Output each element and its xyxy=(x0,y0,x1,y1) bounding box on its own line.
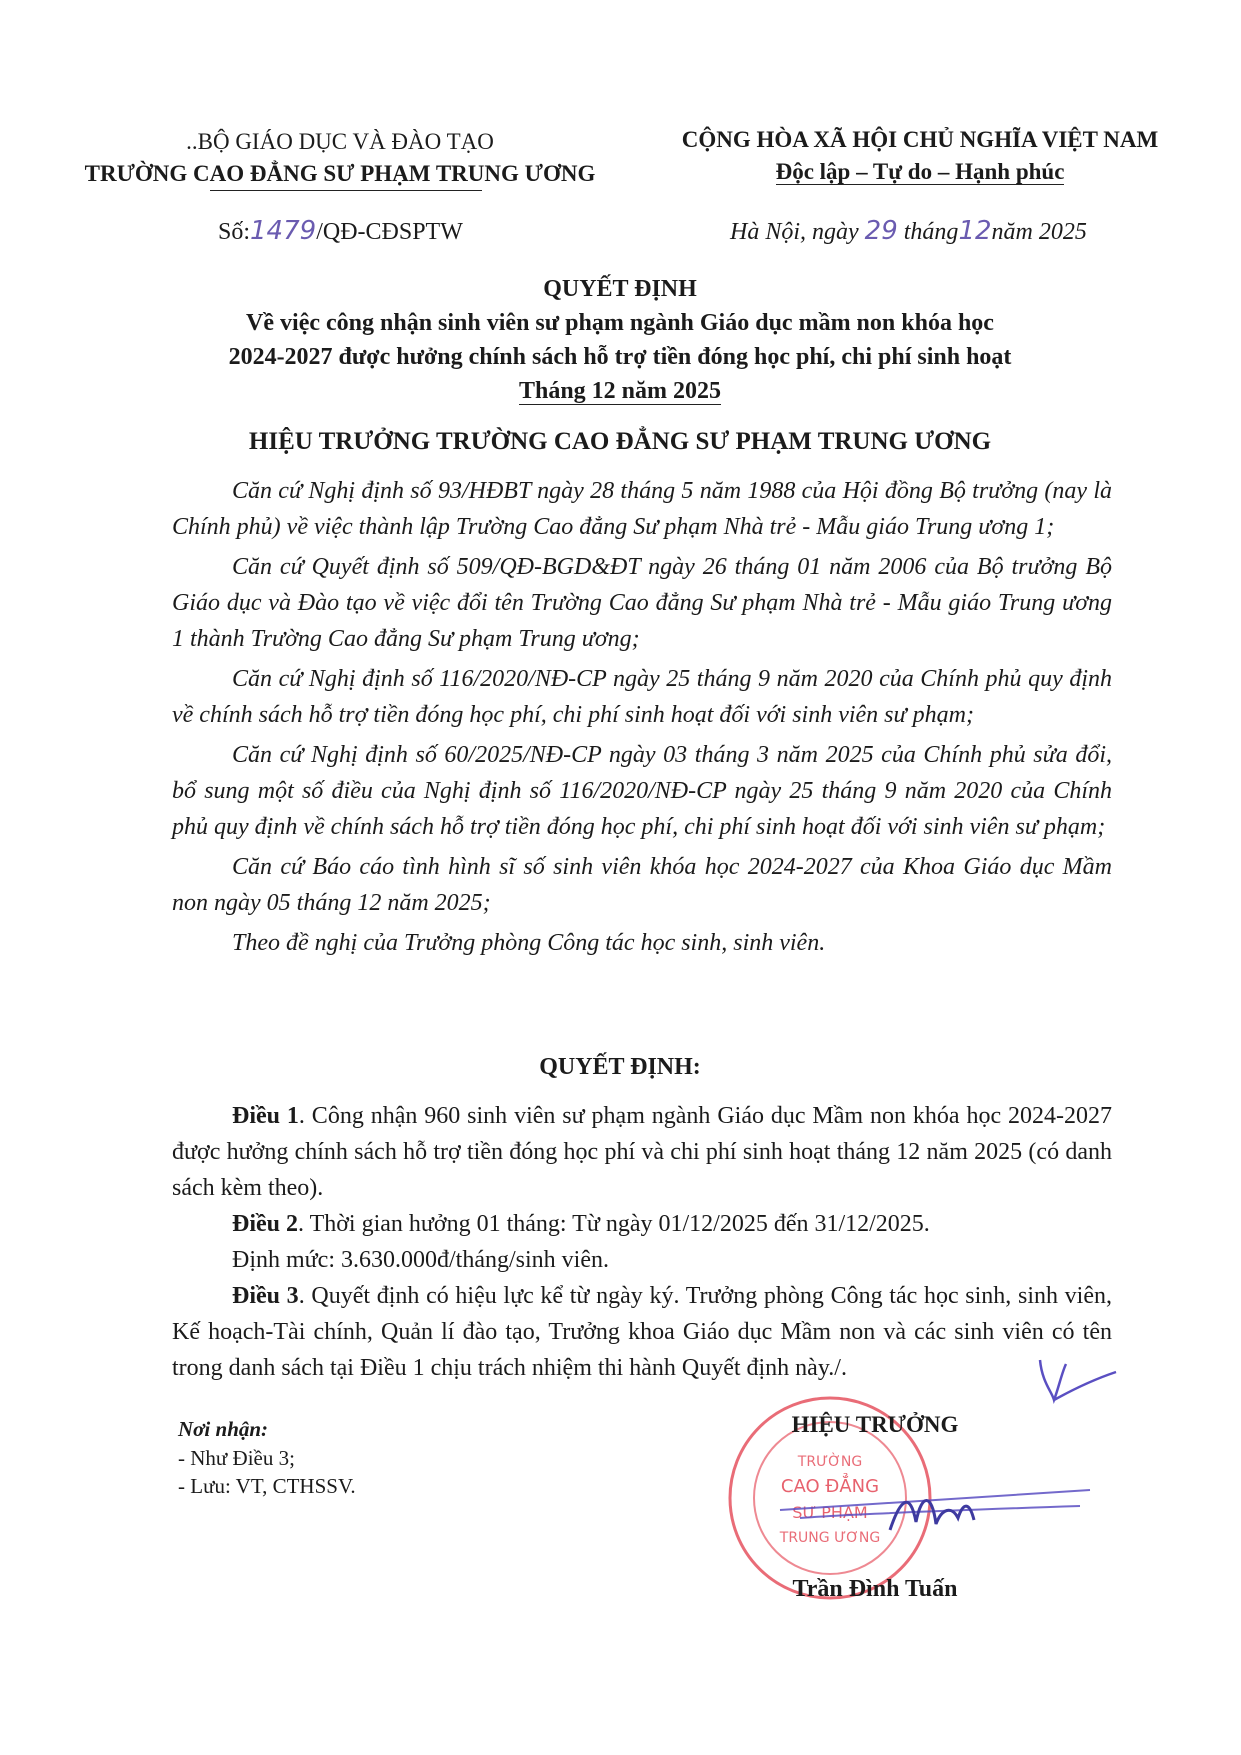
recipient-item: - Như Điều 3; xyxy=(178,1446,295,1470)
date-year: năm 2025 xyxy=(991,219,1087,245)
school-name xyxy=(60,158,620,190)
signer-name: Trần Đình Tuấn xyxy=(792,1576,958,1602)
title-line-2: 2024-2027 được hưởng chính sách hỗ trợ tiền đóng học phí, chi phí sinh hoạt xyxy=(228,344,1012,370)
article-2-rate: Định mức: 3.630.000đ/tháng/sinh viên. xyxy=(232,1247,609,1273)
basis-6: Theo đề nghị của Trưởng phòng Công tác học sinh, sinh viên. xyxy=(232,930,826,956)
so-number: 1479 xyxy=(250,216,317,246)
document-number xyxy=(218,216,463,246)
article-1-label: Điều 1 xyxy=(232,1103,299,1129)
document-date xyxy=(730,216,1087,246)
stamp-line-4: TRUNG ƯƠNG xyxy=(779,1530,881,1546)
date-month-label: tháng xyxy=(903,219,959,245)
so-label: Số: xyxy=(218,219,251,245)
ministry-name: ..BỘ GIÁO DỤC VÀ ĐÀO TẠO xyxy=(186,129,494,154)
basis-3: Căn cứ Nghị định số 116/2020/NĐ-CP ngày 25 tháng 9 năm 2020 của Chính phủ quy định về chính sách hỗ trợ tiền đóng học phí, chi phí sinh hoạt đối với sinh viên sư phạm; xyxy=(172,666,1112,728)
nation-name: CỘNG HÒA XÃ HỘI CHỦ NGHĨA VIỆT NAM xyxy=(681,127,1159,152)
article-3 xyxy=(172,1278,1112,1386)
date-prefix: Hà Nội, ngày xyxy=(730,219,859,245)
article-2 xyxy=(172,1206,1112,1242)
basis-4: Căn cứ Nghị định số 60/2025/NĐ-CP ngày 03 tháng 3 năm 2025 của Chính phủ sửa đổi, bổ sung một số điều của Nghị định số 116/2020/NĐ-CP ngày 25 tháng 9 năm 2020 của Chính phủ quy định về chính sách hỗ trợ tiền đóng học phí, chi phí sinh hoạt đối với sinh viên sư phạm; xyxy=(172,742,1112,840)
header-right xyxy=(640,124,1200,188)
header-left xyxy=(60,126,620,190)
article-2-text: . Thời gian hưởng 01 tháng: Từ ngày 01/12/2025 đến 31/12/2025. xyxy=(298,1211,930,1237)
article-3-text: . Quyết định có hiệu lực kể từ ngày ký. Trưởng phòng Công tác học sinh, sinh viên, Kế hoạch-Tài chính, Quản lí đào tạo, Trưởng khoa Giáo dục Mầm non và các sinh viên có tên trong danh sách tại Điều 1 chịu trách nhiệm thi hành Quyết định này./. xyxy=(172,1283,1112,1381)
basis-5: Căn cứ Báo cáo tình hình sĩ số sinh viên khóa học 2024-2027 của Khoa Giáo dục Mầm non ngày 05 tháng 12 năm 2025; xyxy=(172,854,1112,916)
article-2-label: Điều 2 xyxy=(232,1211,298,1237)
basis-1: Căn cứ Nghị định số 93/HĐBT ngày 28 tháng 5 năm 1988 của Hội đồng Bộ trưởng (nay là Chính phủ) về việc thành lập Trường Cao đẳng Sư phạm Nhà trẻ - Mẫu giáo Trung ương 1; xyxy=(172,478,1112,540)
date-day: 29 xyxy=(864,216,898,246)
initial-mark xyxy=(1032,1352,1122,1412)
article-3-label: Điều 3 xyxy=(232,1283,299,1309)
authority-heading: HIỆU TRƯỞNG TRƯỜNG CAO ĐẲNG SƯ PHẠM TRUNG ƯƠNG xyxy=(248,428,992,455)
title-main: QUYẾT ĐỊNH xyxy=(543,276,697,302)
recipient-item: - Lưu: VT, CTHSSV. xyxy=(178,1474,356,1498)
recipients-label: Nơi nhận: xyxy=(178,1417,269,1441)
decide-heading: QUYẾT ĐỊNH: xyxy=(539,1054,701,1080)
articles xyxy=(172,1098,1112,1386)
signature-title: HIỆU TRƯỞNG xyxy=(791,1412,959,1437)
recipients xyxy=(178,1414,598,1500)
article-1-text: . Công nhận 960 sinh viên sư phạm ngành Giáo dục Mầm non khóa học 2024-2027 được hưởng chính sách hỗ trợ tiền đóng học phí và chi phí sinh hoạt tháng 12 năm 2025 (có danh sách kèm theo). xyxy=(172,1103,1112,1201)
so-suffix: /QĐ-CĐSPTW xyxy=(316,219,463,245)
document-title xyxy=(120,272,1120,408)
basis-2: Căn cứ Quyết định số 509/QĐ-BGD&ĐT ngày 26 tháng 01 năm 2006 của Bộ trưởng Bộ Giáo dục và Đào tạo về việc đổi tên Trường Cao đẳng Sư phạm Nhà trẻ - Mẫu giáo Trung ương 1 thành Trường Cao đẳng Sư phạm Trung ương; xyxy=(172,554,1112,652)
handwritten-signature xyxy=(760,1470,1100,1550)
school-name-text: TRƯỜNG CAO ĐẲNG SƯ PHẠM TRUNG ƯƠNG xyxy=(84,161,596,186)
stamp-line-2: CAO ĐẲNG xyxy=(780,1476,880,1497)
title-line-1: Về việc công nhận sinh viên sư phạm ngành Giáo dục mầm non khóa học xyxy=(246,310,994,336)
stamp-line-1: TRƯỜNG xyxy=(797,1454,863,1470)
motto: Độc lập – Tự do – Hạnh phúc xyxy=(775,159,1065,184)
article-1 xyxy=(172,1098,1112,1206)
stamp-line-3: SƯ PHẠM xyxy=(792,1503,868,1522)
legal-bases xyxy=(172,473,1112,961)
title-line-3: Tháng 12 năm 2025 xyxy=(518,378,722,404)
date-month: 12 xyxy=(958,216,992,246)
school-underline xyxy=(210,190,482,191)
